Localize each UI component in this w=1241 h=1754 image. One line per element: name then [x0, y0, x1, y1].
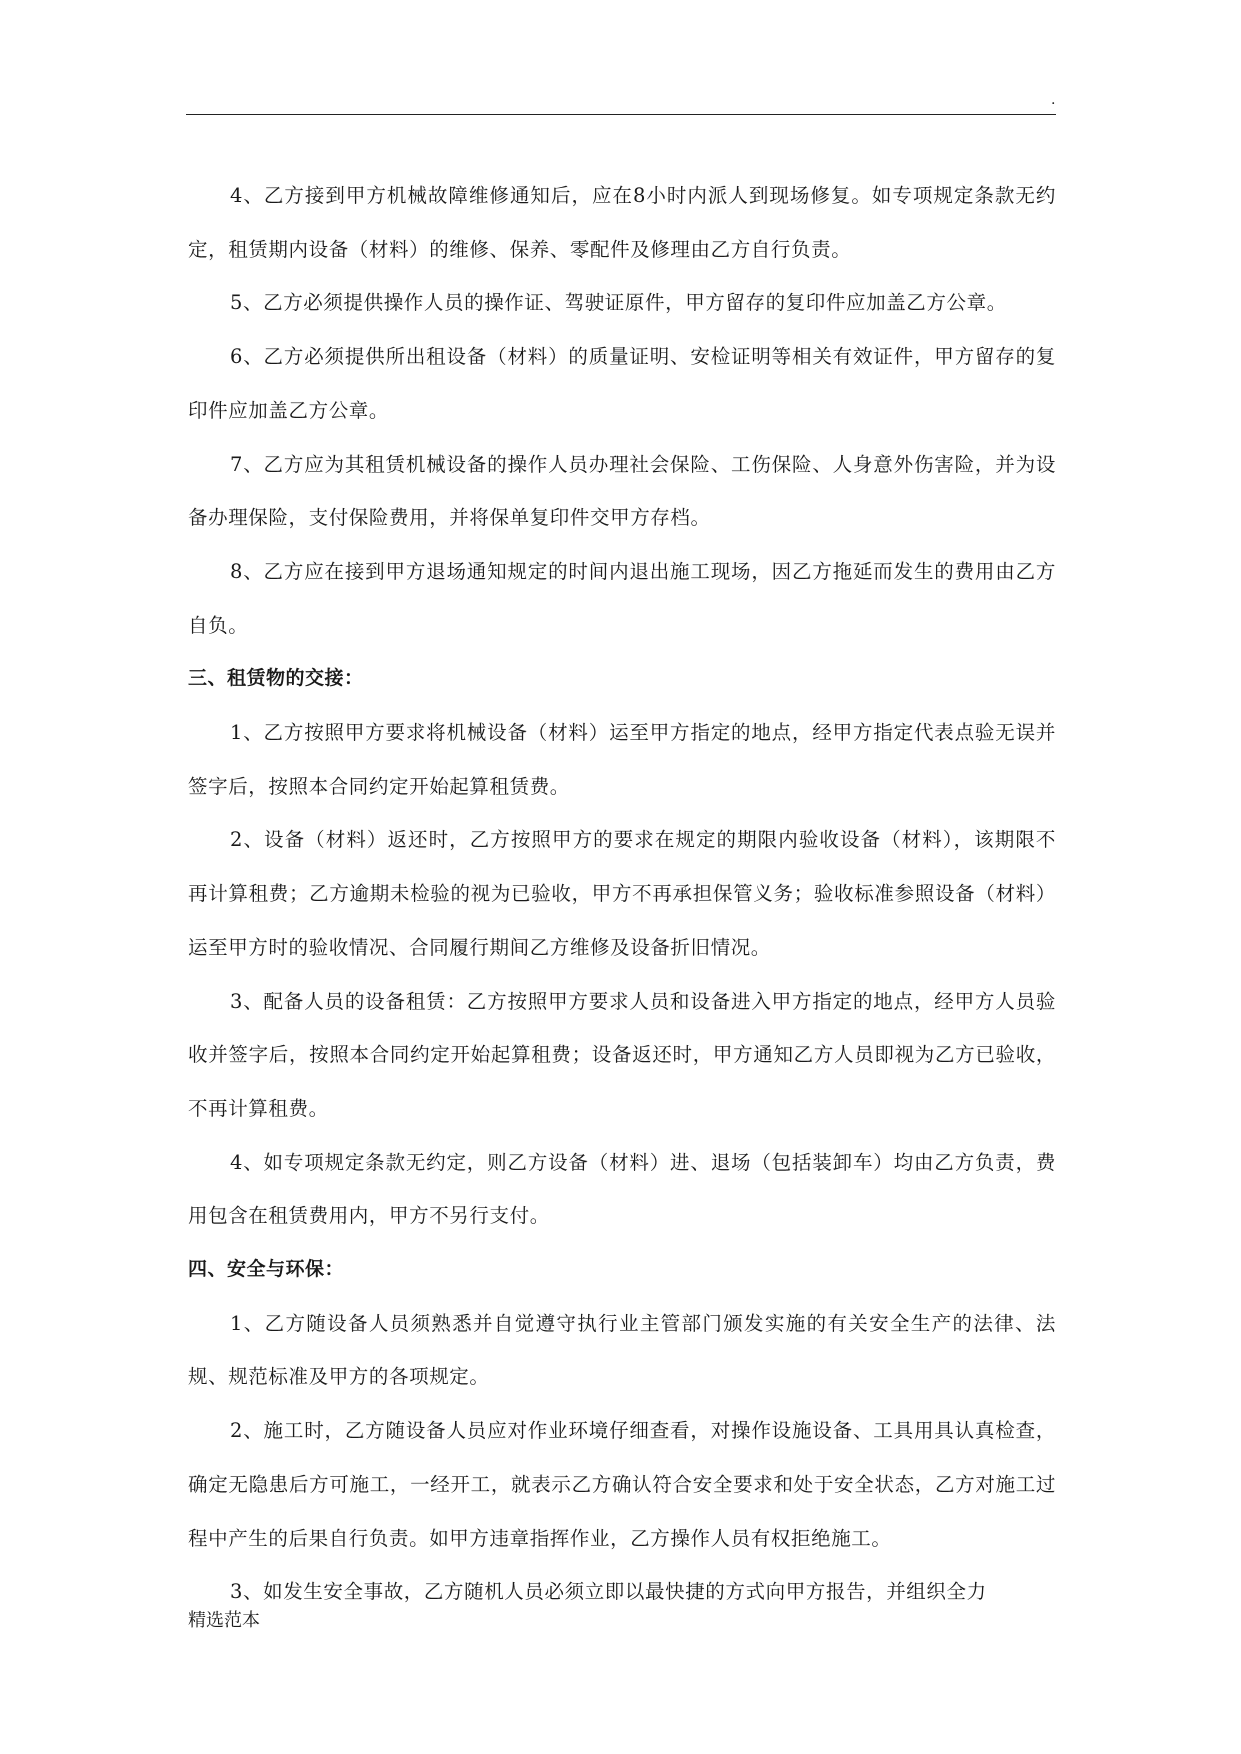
paragraph-item-5: 5、乙方必须提供操作人员的操作证、驾驶证原件，甲方留存的复印件应加盖乙方公章。	[230, 291, 1007, 315]
document-body	[188, 169, 1056, 1619]
paragraph-handover-1: 1、乙方按照甲方要求将机械设备（材料）运至甲方指定的地点，经甲方指定代表点验无误并签字后，按照本合同约定开始起算租赁费。	[188, 721, 1056, 798]
paragraph-safety-3: 3、如发生安全事故，乙方随机人员必须立即以最快捷的方式向甲方报告，并组织全力	[230, 1580, 987, 1604]
paragraph-safety-2: 2、施工时，乙方随设备人员应对作业环境仔细查看，对操作设施设备、工具用具认真检查，确定无隐患后方可施工，一经开工，就表示乙方确认符合安全要求和处于安全状态，乙方对施工过程中产生的后果自行负责。如甲方违章指挥作业，乙方操作人员有权拒绝施工。	[188, 1419, 1056, 1550]
footer-label: 精选范本	[188, 1610, 260, 1631]
header-rule	[186, 114, 1056, 115]
paragraph-handover-2: 2、设备（材料）返还时，乙方按照甲方的要求在规定的期限内验收设备（材料），该期限不再计算租费；乙方逾期未检验的视为已验收，甲方不再承担保管义务；验收标准参照设备（材料）运至甲方时的验收情况、合同履行期间乙方维修及设备折旧情况。	[188, 828, 1056, 959]
paragraph-safety-1: 1、乙方随设备人员须熟悉并自觉遵守执行业主管部门颁发实施的有关安全生产的法律、法规、规范标准及甲方的各项规定。	[188, 1311, 1056, 1389]
paragraph-item-7: 7、乙方应为其租赁机械设备的操作人员办理社会保险、工伤保险、人身意外伤害险，并为设备办理保险，支付保险费用，并将保单复印件交甲方存档。	[188, 452, 1056, 530]
section-heading-4: 四、安全与环保：	[188, 1258, 345, 1281]
section-heading-3: 三、租赁物的交接：	[188, 667, 364, 690]
paragraph-item-6: 6、乙方必须提供所出租设备（材料）的质量证明、安检证明等相关有效证件，甲方留存的复印件应加盖乙方公章。	[188, 345, 1056, 422]
paragraph-handover-3: 3、配备人员的设备租赁：乙方按照甲方要求人员和设备进入甲方指定的地点，经甲方人员验收并签字后，按照本合同约定开始起算租费；设备返还时，甲方通知乙方人员即视为乙方已验收，不再计算租费。	[188, 989, 1056, 1120]
header-mark: .	[1051, 92, 1056, 108]
paragraph-item-8: 8、乙方应在接到甲方退场通知规定的时间内退出施工现场，因乙方拖延而发生的费用由乙方自负。	[188, 559, 1056, 637]
paragraph-item-4: 4、乙方接到甲方机械故障维修通知后，应在8小时内派人到现场修复。如专项规定条款无约定，租赁期内设备（材料）的维修、保养、零配件及修理由乙方自行负责。	[188, 184, 1056, 261]
paragraph-handover-4: 4、如专项规定条款无约定，则乙方设备（材料）进、退场（包括装卸车）均由乙方负责，费用包含在租赁费用内，甲方不另行支付。	[188, 1150, 1056, 1228]
